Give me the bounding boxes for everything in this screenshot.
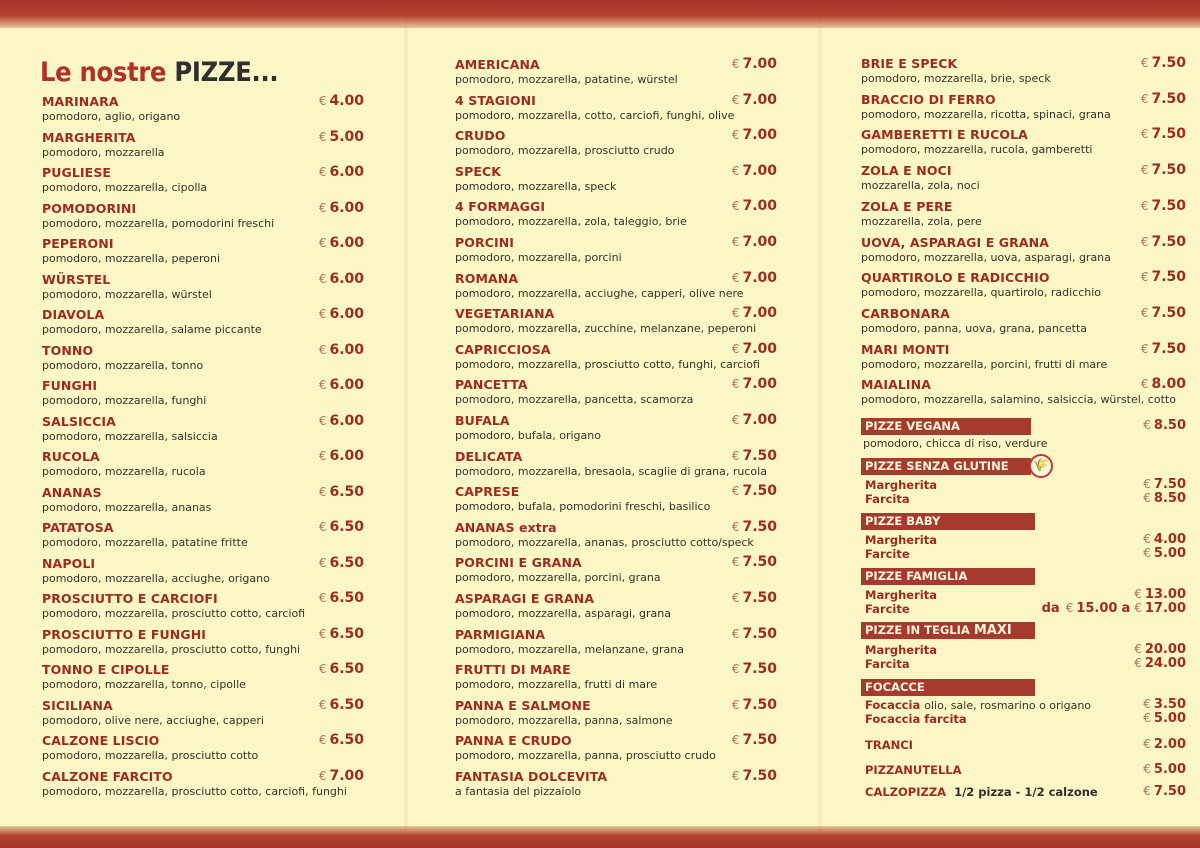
famiglia-item-name: Farcite (865, 602, 910, 616)
famiglia-banner (861, 568, 1035, 585)
pizza-name: SICILIANA (42, 697, 113, 713)
pizza-name: DIAVOLA (42, 307, 105, 322)
pizza-price: € 6.00 (318, 412, 364, 429)
vegana-label: PIZZE VEGANA (865, 419, 960, 433)
vegana-desc: pomodoro, chicca di riso, verdure (863, 437, 1048, 450)
menu-item (455, 555, 777, 589)
pizza-price: € 7.50 (1140, 55, 1186, 71)
pizza-name: PEPERONI (42, 236, 114, 251)
pizza-name: QUARTIROLO E RADICCHIO (861, 270, 1050, 286)
pizza-ingredients: pomodoro, mozzarella, patatine fritte (42, 536, 248, 549)
pizza-name: UOVA, ASPARAGI E GRANA (861, 234, 1049, 250)
pizza-name: MARI MONTI (861, 341, 950, 357)
menu-item (42, 414, 364, 448)
pizza-ingredients: mozzarella, zola, pere (861, 214, 982, 228)
pizza-price: € 7.00 (731, 269, 777, 286)
pizza-ingredients: pomodoro, mozzarella, prosciutto cotto, funghi, carciofi (455, 357, 760, 371)
pizza-price: € 7.50 (1140, 197, 1186, 214)
pizza-ingredients: pomodoro, mozzarella, ananas (42, 500, 212, 514)
pizza-ingredients: pomodoro, mozzarella, speck (455, 179, 617, 193)
pizza-name: ZOLA E PERE (861, 198, 953, 214)
pizza-price: € 7.50 (1140, 269, 1186, 286)
menu-item (861, 235, 1186, 269)
pizza-name: CAPRICCIOSA (455, 341, 551, 357)
pizza-ingredients: pomodoro, mozzarella, würstel (42, 287, 212, 301)
pizza-ingredients: pomodoro, mozzarella, pomodorini freschi (42, 216, 275, 230)
menu-item (455, 769, 777, 803)
pizza-name: BRACCIO DI FERRO (861, 91, 996, 107)
menu-item (861, 56, 1186, 90)
pizza-name: GAMBERETTI E RUCOLA (861, 127, 1028, 143)
pizza-name: 4 STAGIONI (455, 92, 536, 108)
pizza-price: € 6.00 (318, 235, 364, 251)
pizza-ingredients: pomodoro, aglio, origano (42, 110, 181, 123)
pizza-price: € 6.00 (318, 199, 364, 216)
pizza-name: BUFALA (455, 413, 510, 428)
pizza-name: PROSCIUTTO E CARCIOFI (42, 591, 218, 606)
pizza-ingredients: pomodoro, mozzarella, prosciutto cotto, funghi (42, 642, 301, 656)
pizza-ingredients: pomodoro, mozzarella, porcini (455, 251, 622, 264)
menu-item (42, 343, 364, 377)
tranci-price: € 2.00 (1143, 737, 1186, 752)
pizza-price: € 6.00 (318, 448, 364, 464)
senza-glutine-banner (861, 458, 1031, 475)
fold-line (817, 0, 823, 848)
menu-item (42, 165, 364, 199)
pizza-price: € 4.00 (318, 93, 364, 109)
pizza-price: € 7.50 (731, 590, 777, 606)
pizzanutella-price: € 5.00 (1143, 762, 1186, 777)
menu-item (455, 199, 777, 233)
pizza-ingredients: pomodoro, mozzarella, tonno, cipolle (42, 678, 246, 691)
menu-item (42, 378, 364, 412)
famiglia-item-price-range: da € 15.00 a € 17.00 (1041, 601, 1186, 616)
menu-item (42, 236, 364, 270)
pizza-name: PORCINI E GRANA (455, 555, 582, 571)
baby-label: PIZZE BABY (865, 514, 941, 528)
pizza-name: PANCETTA (455, 377, 528, 393)
pizza-ingredients: pomodoro, mozzarella, zucchine, melanzane, peperoni (455, 322, 757, 336)
pizza-name: CRUDO (455, 128, 506, 144)
pizza-name: ANANAS extra (455, 519, 557, 535)
pizza-price: € 6.00 (318, 377, 364, 393)
famiglia-item-price: € 13.00 (1134, 587, 1186, 602)
title-prefix: Le nostre (40, 57, 175, 88)
calzopizza: CALZOPIZZA 1/2 pizza - 1/2 calzone (865, 785, 1098, 799)
pizza-price: € 6.50 (318, 696, 364, 713)
pizza-name: RUCOLA (42, 449, 100, 464)
baby-banner (861, 513, 1035, 530)
pizza-price: € 5.00 (318, 128, 364, 145)
pizza-name: ZOLA E NOCI (861, 163, 952, 179)
teglia-label: PIZZE IN TEGLIA (865, 623, 970, 637)
pizza-price: € 7.00 (731, 198, 777, 215)
pizza-ingredients: pomodoro, mozzarella, salsiccia (42, 429, 218, 443)
menu-item (455, 627, 777, 661)
pizza-ingredients: pomodoro, mozzarella, salame piccante (42, 323, 262, 336)
pizza-name: POMODORINI (42, 200, 137, 216)
pizza-price: € 7.50 (731, 518, 777, 535)
pizza-ingredients: pomodoro, bufala, origano (455, 429, 601, 442)
pizza-name: AMERICANA (455, 57, 540, 72)
pizza-ingredients: pomodoro, mozzarella, ananas, prosciutto cotto/speck (455, 535, 754, 549)
pizza-ingredients: pomodoro, mozzarella, peperoni (42, 252, 221, 265)
menu-item (42, 591, 364, 625)
pizza-ingredients: pomodoro, mozzarella, zola, taleggio, brie (455, 215, 687, 229)
pizza-ingredients: mozzarella, zola, noci (861, 179, 980, 193)
pizza-ingredients: pomodoro, mozzarella, prosciutto cotto, carciofi, funghi (42, 784, 347, 798)
menu-item (42, 698, 364, 732)
focacce-banner (861, 679, 1035, 696)
menu-item (861, 306, 1186, 340)
pizza-name: VEGETARIANA (455, 306, 555, 322)
menu-item (42, 201, 364, 235)
baby-item-price: € 5.00 (1143, 546, 1186, 561)
tranci-name: TRANCI (865, 738, 913, 752)
pizza-price: € 7.00 (731, 234, 777, 250)
vegana-banner (861, 418, 1031, 435)
fold-line (403, 0, 409, 848)
senza-glutine-item-name: Margherita (865, 478, 937, 492)
pizza-ingredients: pomodoro, mozzarella, asparagi, grana (455, 607, 671, 620)
pizza-price: € 8.00 (1140, 376, 1186, 393)
pizza-ingredients: pomodoro, mozzarella, bresaola, scaglie di grana, rucola (455, 464, 767, 478)
pizza-price: € 7.50 (731, 625, 777, 642)
menu-item (861, 163, 1186, 197)
teglia-item-price: € 20.00 (1134, 642, 1186, 657)
pizza-name: PANNA E SALMONE (455, 697, 591, 713)
menu-title (40, 57, 278, 88)
pizza-name: MAIALINA (861, 377, 931, 393)
menu-item (861, 342, 1186, 376)
focacce-item-price: € 5.00 (1143, 711, 1186, 726)
pizza-price: € 7.00 (731, 340, 777, 357)
pizza-name: PUGLIESE (42, 165, 112, 180)
menu-item (42, 662, 364, 696)
baby-item-name: Margherita (865, 533, 937, 547)
pizza-name: TONNO E CIPOLLE (42, 662, 170, 677)
senza-glutine-item-name: Farcita (865, 492, 910, 506)
pizza-price: € 6.00 (318, 270, 364, 287)
pizza-ingredients: pomodoro, mozzarella, patatine, würstel (455, 73, 678, 86)
menu-item (455, 235, 777, 269)
focacce-label: FOCACCE (865, 680, 925, 694)
pizza-price: € 7.00 (731, 162, 777, 179)
pizza-price: € 7.50 (731, 732, 777, 749)
menu-item (42, 307, 364, 341)
pizza-price: € 7.00 (731, 91, 777, 108)
pizza-price: € 7.00 (731, 305, 777, 322)
menu-item (455, 271, 777, 305)
pizza-ingredients: pomodoro, mozzarella, uova, asparagi, grana (861, 250, 1111, 264)
pizza-ingredients: pomodoro, mozzarella, porcini, frutti di mare (861, 357, 1108, 371)
pizza-name: DELICATA (455, 448, 523, 464)
pizza-ingredients: pomodoro, mozzarella, cipolla (42, 181, 208, 194)
teglia-item-name: Margherita (865, 643, 937, 657)
pizza-ingredients: pomodoro, mozzarella, panna, salmone (455, 713, 673, 727)
pizza-name: ROMANA (455, 270, 519, 286)
pizzanutella-name: PIZZANUTELLA (865, 763, 962, 777)
pizza-name: ASPARAGI E GRANA (455, 591, 595, 606)
pizza-price: € 7.00 (731, 56, 777, 72)
menu-item (455, 377, 777, 411)
pizza-price: € 7.50 (1140, 162, 1186, 179)
menu-item (455, 662, 777, 696)
bottom-border (0, 826, 1200, 848)
teglia-item-price: € 24.00 (1134, 656, 1186, 671)
menu-item (455, 342, 777, 376)
pizza-ingredients: pomodoro, mozzarella, quartirolo, radicchio (861, 286, 1102, 300)
pizza-name: FRUTTI DI MARE (455, 662, 571, 678)
baby-item-price: € 4.00 (1143, 532, 1186, 547)
pizza-name: SPECK (455, 163, 502, 179)
pizza-ingredients: pomodoro, mozzarella, pancetta, scamorza (455, 393, 694, 407)
senza-glutine-item-price: € 8.50 (1143, 491, 1186, 506)
pizza-name: PROSCIUTTO E FUNGHI (42, 626, 207, 642)
menu-item (455, 591, 777, 625)
pizza-price: € 7.50 (1140, 340, 1186, 357)
famiglia-label: PIZZE FAMIGLIA (865, 569, 968, 583)
focacce-item-price: € 3.50 (1143, 697, 1186, 712)
menu-item (455, 520, 777, 554)
pizza-ingredients: pomodoro, mozzarella, melanzane, grana (455, 642, 684, 656)
pizza-ingredients: pomodoro, mozzarella, prosciutto cotto (42, 749, 259, 762)
teglia-maxi: MAXI (973, 623, 1012, 638)
menu-item (42, 449, 364, 483)
pizza-name: NAPOLI (42, 555, 96, 571)
pizza-name: PORCINI (455, 235, 515, 250)
pizza-price: € 6.50 (318, 483, 364, 500)
vegana-price: € 8.50 (1143, 418, 1186, 433)
pizza-ingredients: pomodoro, mozzarella, panna, prosciutto crudo (455, 749, 716, 763)
menu-item (455, 57, 777, 91)
pizza-name: ANANAS (42, 484, 102, 500)
pizza-ingredients: pomodoro, olive nere, acciughe, capperi (42, 713, 264, 727)
pizza-ingredients: pomodoro, mozzarella, salamino, salsiccia, würstel, cotto (861, 393, 1176, 407)
pizza-ingredients: pomodoro, mozzarella (42, 145, 165, 159)
menu-item (42, 556, 364, 590)
pizza-ingredients: pomodoro, mozzarella, brie, speck (861, 72, 1051, 85)
pizza-ingredients: pomodoro, bufala, pomodorini freschi, basilico (455, 500, 711, 514)
menu-item (42, 627, 364, 661)
pizza-ingredients: pomodoro, mozzarella, porcini, grana (455, 571, 661, 585)
pizza-price: € 7.50 (1140, 233, 1186, 250)
menu-item (42, 94, 364, 128)
pizza-price: € 7.50 (731, 696, 777, 713)
pizza-price: € 6.50 (318, 590, 364, 606)
pizza-price: € 7.50 (731, 661, 777, 678)
pizza-price: € 7.00 (318, 767, 364, 784)
menu-item (42, 769, 364, 803)
pizza-price: € 7.00 (731, 127, 777, 144)
menu-item (455, 93, 777, 127)
menu-item (861, 127, 1186, 161)
pizza-name: MARINARA (42, 94, 119, 109)
pizza-name: MARGHERITA (42, 129, 136, 145)
menu-item (455, 484, 777, 518)
pizza-price: € 6.50 (318, 625, 364, 642)
pizza-price: € 6.00 (318, 164, 364, 180)
senza-glutine-label: PIZZE SENZA GLUTINE (865, 459, 1009, 473)
pizza-name: CALZONE LISCIO (42, 733, 160, 748)
menu-item (42, 272, 364, 306)
menu-item (861, 270, 1186, 304)
pizza-price: € 6.50 (318, 661, 364, 677)
pizza-price: € 6.50 (318, 732, 364, 748)
pizza-ingredients: a fantasia del pizzaiolo (455, 785, 582, 798)
pizza-price: € 7.00 (731, 412, 777, 428)
menu-item (455, 449, 777, 483)
pizza-ingredients: pomodoro, mozzarella, frutti di mare (455, 678, 658, 692)
title-pizze: PIZZE... (174, 57, 279, 88)
pizza-price: € 7.50 (1140, 126, 1186, 143)
pizza-price: € 7.50 (731, 447, 777, 464)
pizza-name: BRIE E SPECK (861, 56, 958, 71)
menu-item (455, 733, 777, 767)
gluten-free-icon: 🌾 (1029, 454, 1053, 478)
pizza-name: CARBONARA (861, 305, 950, 321)
pizza-name: PARMIGIANA (455, 626, 546, 642)
pizza-ingredients: pomodoro, mozzarella, rucola, gamberetti (861, 143, 1093, 157)
menu-item (42, 733, 364, 767)
pizza-name: CAPRESE (455, 484, 520, 500)
pizza-ingredients: pomodoro, mozzarella, rucola (42, 465, 206, 478)
menu-item (455, 698, 777, 732)
teglia-banner (861, 622, 1035, 639)
menu-item (861, 199, 1186, 233)
menu-item (455, 164, 777, 198)
calzopizza-price: € 7.50 (1143, 784, 1186, 799)
pizza-ingredients: pomodoro, mozzarella, prosciutto crudo (455, 144, 675, 158)
menu-item (42, 520, 364, 554)
pizza-price: € 7.50 (731, 554, 777, 571)
famiglia-item-name: Margherita (865, 588, 937, 602)
focacce-item-name: Focaccia farcita (865, 712, 967, 726)
pizza-ingredients: pomodoro, mozzarella, prosciutto cotto, carciofi (42, 607, 306, 620)
pizza-price: € 7.50 (731, 768, 777, 784)
pizza-price: € 6.50 (318, 519, 364, 535)
menu-item (455, 306, 777, 340)
menu-item (861, 92, 1186, 126)
pizza-name: PATATOSA (42, 520, 114, 535)
pizza-ingredients: pomodoro, mozzarella, tonno (42, 358, 204, 372)
pizza-ingredients: pomodoro, mozzarella, ricotta, spinaci, grana (861, 107, 1111, 121)
pizza-name: CALZONE FARCITO (42, 768, 173, 784)
menu-item (861, 377, 1186, 411)
teglia-item-name: Farcita (865, 657, 910, 671)
pizza-price: € 7.50 (1140, 304, 1186, 321)
pizza-price: € 7.50 (1140, 90, 1186, 107)
focacce-item: Focaccia olio, sale, rosmarino o origano (865, 698, 1092, 712)
pizza-price: € 7.50 (731, 483, 777, 500)
pizza-name: WÜRSTEL (42, 271, 111, 287)
pizza-ingredients: pomodoro, panna, uova, grana, pancetta (861, 321, 1088, 335)
pizza-ingredients: pomodoro, mozzarella, acciughe, capperi, olive nere (455, 286, 744, 300)
menu-item (42, 485, 364, 519)
pizza-name: FANTASIA DOLCEVITA (455, 769, 608, 784)
senza-glutine-item-price: € 7.50 (1143, 477, 1186, 492)
pizza-price: € 6.50 (318, 554, 364, 571)
pizza-price: € 6.00 (318, 306, 364, 322)
pizza-ingredients: pomodoro, mozzarella, cotto, carciofi, funghi, olive (455, 108, 735, 122)
pizza-name: SALSICCIA (42, 413, 116, 429)
pizza-price: € 6.00 (318, 341, 364, 358)
pizza-ingredients: pomodoro, mozzarella, acciughe, origano (42, 571, 270, 585)
menu-item (42, 130, 364, 164)
menu-item (455, 128, 777, 162)
menu-item (455, 413, 777, 447)
baby-item-name: Farcite (865, 547, 910, 561)
pizza-ingredients: pomodoro, mozzarella, funghi (42, 394, 207, 407)
pizza-price: € 7.00 (731, 376, 777, 393)
pizza-name: TONNO (42, 342, 94, 358)
top-border (0, 0, 1200, 28)
pizza-name: 4 FORMAGGI (455, 199, 546, 215)
pizza-name: PANNA E CRUDO (455, 733, 572, 749)
pizza-name: FUNGHI (42, 378, 98, 393)
